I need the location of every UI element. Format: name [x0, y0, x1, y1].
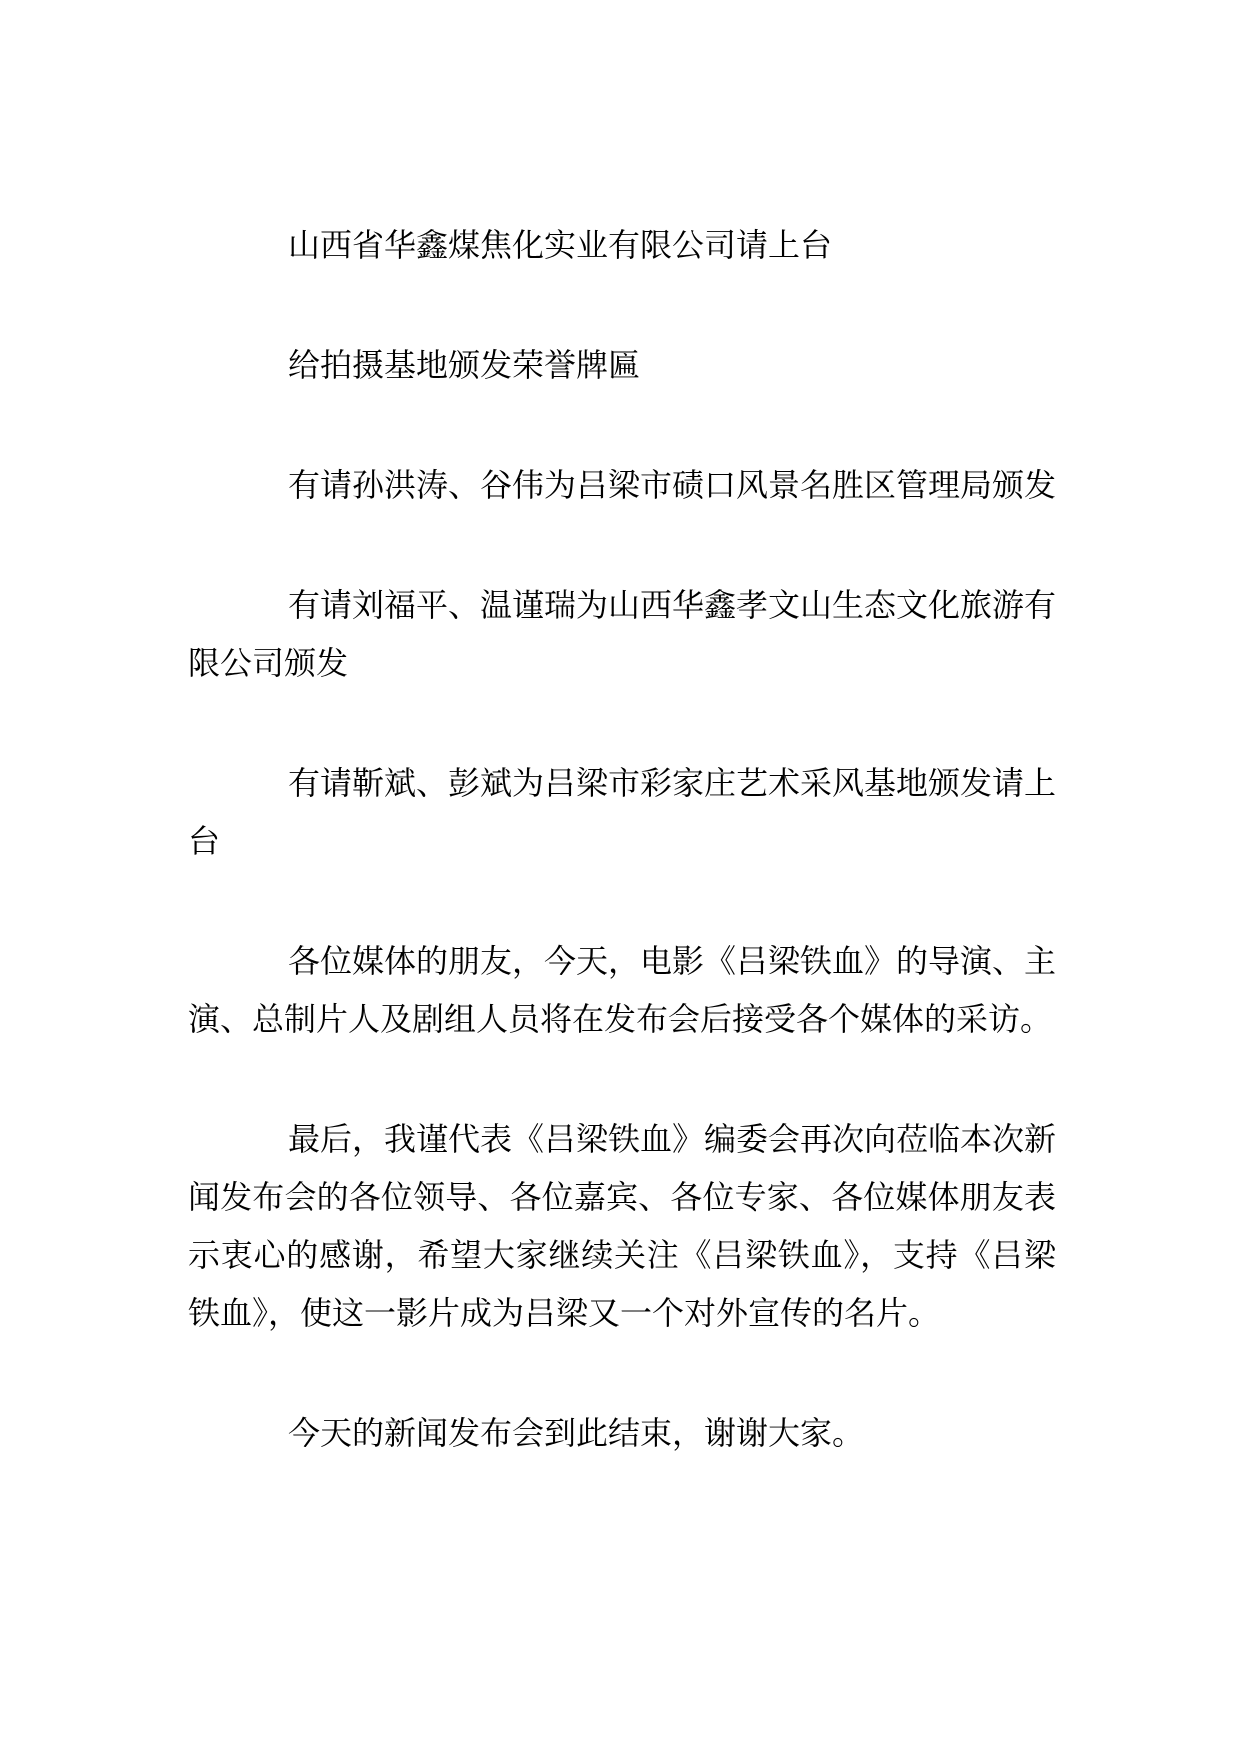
document-body [188, 216, 1056, 1524]
paragraph-7: 最后，我谨代表《吕梁铁血》编委会再次向莅临本次新闻发布会的各位领导、各位嘉宾、各位专家、各位媒体朋友表示衷心的感谢，希望大家继续关注《吕梁铁血》，支持《吕梁铁血》，使这一影片成为吕梁又一个对外宣传的名片。 [188, 1120, 1057, 1332]
paragraph-6: 各位媒体的朋友，今天，电影《吕梁铁血》的导演、主演、总制片人及剧组人员将在发布会后接受各个媒体的采访。 [188, 942, 1057, 1038]
paragraph-4: 有请刘福平、温谨瑞为山西华鑫孝文山生态文化旅游有限公司颁发 [188, 586, 1057, 682]
paragraph-5: 有请靳斌、彭斌为吕梁市彩家庄艺术采风基地颁发请上台 [188, 764, 1057, 860]
paragraph-8: 今天的新闻发布会到此结束，谢谢大家。 [288, 1414, 865, 1452]
paragraph-1: 山西省华鑫煤焦化实业有限公司请上台 [288, 226, 833, 264]
paragraph-3: 有请孙洪涛、谷伟为吕梁市碛口风景名胜区管理局颁发 [288, 466, 1057, 504]
paragraph-2: 给拍摄基地颁发荣誉牌匾 [288, 346, 641, 384]
